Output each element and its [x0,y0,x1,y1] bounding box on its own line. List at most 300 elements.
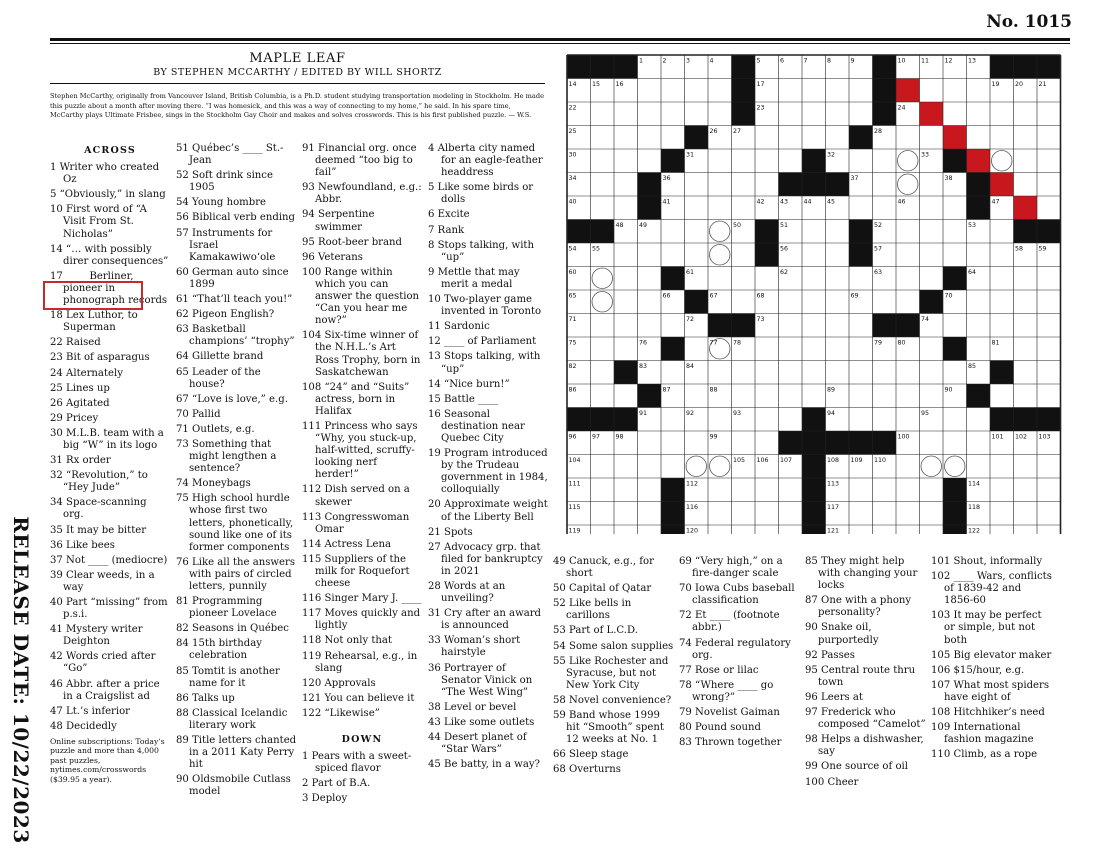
clue[interactable]: 19 Program introduced by the Trudeau government in 1984, colloquially [428,448,548,496]
clue[interactable]: 108 Hitchhiker’s need [931,707,1045,719]
grid-number: 26 [709,128,718,135]
clue[interactable]: 54 Some salon supplies [553,640,674,652]
black-square [732,79,756,103]
clue[interactable]: 35 It may be bitter [50,524,147,536]
puzzle-title: MAPLE LEAF [249,51,346,66]
red-square [943,126,967,150]
clue[interactable]: 52 Soft drink since 1905 [176,170,273,194]
black-square [685,126,709,150]
clue[interactable]: 100 Range within which you can answer the question “Can you hear me now?” [302,266,420,327]
clue[interactable]: 74 Federal regulatory org. [679,637,791,661]
black-square [802,173,826,197]
grid-number: 111 [568,480,581,488]
clue-column-8 [931,556,1053,764]
clue[interactable]: 50 Capital of Qatar [553,583,652,595]
clue[interactable]: 89 Title letters chanted in a 2011 Katy Perry hit [176,735,297,771]
clue[interactable]: 115 Suppliers of the milk for Roquefort cheese [302,553,410,590]
grid-number: 37 [850,175,859,182]
grid-number: 88 [709,386,718,394]
clue[interactable]: 58 Novel convenience? [553,694,672,706]
grid-number: 65 [568,292,577,300]
clue[interactable]: 17 ____ Berliner, pioneer in phonograph records [50,270,168,307]
grid-number: 63 [874,269,883,276]
black-square [967,173,991,197]
grid-number: 86 [568,386,577,394]
black-square [943,267,967,291]
grid-number: 4 [709,57,714,65]
clue[interactable]: 74 Moneybags [176,478,251,490]
black-square [661,267,685,291]
grid-number: 31 [686,151,695,159]
grid-number: 53 [968,222,977,229]
grid-number: 105 [733,457,746,464]
black-square [873,314,897,338]
clue[interactable]: 28 Words at an unveiling? [428,581,506,605]
black-square [591,220,615,244]
black-square [591,55,615,79]
clue[interactable]: 73 Something that might lengthen a sentence? [176,438,277,475]
clue[interactable]: 118 Not only that [302,635,392,647]
clue[interactable]: 97 Frederick who composed “Camelot” [805,707,926,731]
grid-number: 16 [615,81,624,88]
grid-number: 76 [639,339,648,347]
clue[interactable]: 117 Moves quickly and lightly [302,608,421,632]
clue[interactable]: 94 Serpentine swimmer [302,209,375,233]
black-square [943,525,967,534]
clue[interactable]: 88 Classical Icelandic literary work [176,707,288,731]
clue[interactable]: 62 Pigeon English? [176,309,275,321]
clue-list [805,556,927,789]
black-square [826,173,850,197]
clue[interactable]: 2 Part of B.A. [302,778,371,790]
clue[interactable]: 14 “Nice burn!” [428,378,510,390]
clue[interactable]: 37 Not ____ (mediocre) [50,554,168,566]
grid-number: 119 [568,527,581,534]
clue[interactable]: 64 Gillette brand [176,351,264,363]
clue[interactable]: 77 Rose or lilac [679,664,759,676]
grid-number: 93 [733,410,742,417]
clue[interactable]: 120 Approvals [302,677,376,689]
black-square [755,220,779,244]
clue[interactable]: 12 ____ of Parliament [428,336,537,348]
black-square [967,196,991,220]
clue[interactable]: 31 Cry after an award is announced [428,608,542,632]
black-square [873,55,897,79]
clue[interactable]: 33 Woman’s short hairstyle [428,635,521,659]
clue[interactable]: 91 Financial org. once deemed “too big to fail” [302,143,417,179]
clue[interactable]: 42 Words cried after “Go” [50,651,156,675]
clue[interactable]: 80 Pound sound [679,722,761,734]
clue[interactable]: 5 “Obviously,” in slang [50,189,166,201]
release-date: RELEASE DATE: 10/22/2023 [9,516,33,844]
grid-number: 36 [662,175,671,182]
black-square [802,431,826,455]
clue[interactable]: 16 Seasonal destination near Quebec City [428,408,525,444]
black-square [638,196,662,220]
black-square [873,431,897,455]
clue[interactable]: 59 Band whose 1999 hit “Smooth” spent 12 weeks at No. 1 [553,710,664,746]
clue[interactable]: 36 Portrayer of Senator Vinick on “The West Wing” [428,662,533,698]
clue[interactable]: 24 Alternately [50,367,123,379]
clue[interactable]: 96 Veterans [302,251,363,263]
black-square [802,408,826,432]
grid-number: 57 [874,245,883,253]
clue[interactable]: 100 Cheer [805,776,859,788]
grid-number: 41 [662,198,671,206]
clue[interactable]: 65 Leader of the house? [176,366,261,390]
black-square [849,126,873,150]
black-square [591,408,615,432]
clue[interactable]: 25 Lines up [50,382,110,394]
clue[interactable]: 85 They might help with changing your locks [805,556,918,592]
clue[interactable]: 104 Six-time winner of the N.H.L.’s Art Ross Trophy, born in Saskatchewan [302,330,421,378]
clue-column-5 [553,556,675,780]
clue[interactable]: 30 M.L.B. team with a big “W” in its logo [50,427,164,451]
black-square [638,173,662,197]
grid-number: 59 [1038,245,1047,253]
grid-number: 97 [592,433,601,441]
clue[interactable]: 112 Dish served on a skewer [302,484,410,508]
clue[interactable]: 92 Passes [805,649,855,661]
grid-number: 96 [568,433,577,441]
clue[interactable]: 70 Iowa Cubs baseball classification [679,583,795,607]
grid-number: 42 [756,198,765,206]
clue[interactable]: 82 Seasons in Québec [176,623,289,635]
clue-list [679,556,801,749]
grid-number: 115 [568,504,581,511]
clue[interactable]: 44 Desert planet of “Star Wars” [428,732,527,756]
clue[interactable]: 90 Oldsmobile Cutlass model [176,774,291,798]
grid-number: 12 [944,57,953,65]
black-square [802,502,826,526]
clue[interactable]: 121 You can believe it [302,692,415,704]
clue[interactable]: 41 Mystery writer Deighton [50,624,143,648]
clue[interactable]: 86 Talks up [176,692,235,704]
grid-number: 60 [568,269,577,276]
clue[interactable]: 38 Level or bevel [428,701,517,713]
grid-number: 66 [662,292,671,300]
clue[interactable]: 53 Part of L.C.D. [553,625,638,637]
clue[interactable]: 15 Battle ____ [428,393,499,405]
black-square [802,478,826,502]
clue[interactable]: 93 Newfoundland, e.g.: Abbr. [302,182,422,206]
grid-number: 14 [568,81,577,88]
clue[interactable]: 119 Rehearsal, e.g., in slang [302,650,418,674]
clue[interactable]: 84 15th birthday celebration [176,638,262,662]
clue[interactable]: 8 Stops talking, with “up” [428,239,534,263]
clue[interactable]: 29 Pricey [50,412,99,424]
grid-number: 103 [1038,433,1051,441]
clue[interactable]: 81 Programming pioneer Lovelace [176,596,277,620]
grid-number: 67 [709,292,718,300]
clue[interactable]: 54 Young hombre [176,197,266,209]
clue[interactable]: 68 Overturns [553,764,621,776]
clue[interactable]: 4 Alberta city named for an eagle-feather headdress [428,143,543,179]
clue[interactable]: 60 German auto since 1899 [176,266,289,290]
grid-number: 101 [991,433,1004,441]
clue[interactable]: 36 Like bees [50,539,115,551]
clue[interactable]: 9 Mettle that may merit a medal [428,266,520,290]
grid-number: 90 [944,386,953,394]
clue[interactable]: 18 Lex Luthor, to Superman [50,310,138,334]
clue[interactable]: 20 Approximate weight of the Liberty Bell [428,499,548,523]
black-square [943,478,967,502]
clue[interactable]: 6 Excite [428,209,470,221]
clue-list [302,143,422,720]
black-square [1014,220,1038,244]
clue[interactable]: 96 Leers at [805,691,863,703]
red-square [896,79,920,103]
clue[interactable]: 48 Decidedly [50,720,117,732]
grid-number: 2 [662,57,667,65]
clue[interactable]: 110 Climb, as a rope [931,749,1038,761]
clue[interactable]: 47 Lt.’s inferior [50,705,131,717]
grid-number: 120 [686,527,699,534]
grid-number: 104 [568,457,581,464]
clue[interactable]: 103 It may be perfect or simple, but not both [931,610,1042,646]
grid-number: 24 [897,104,906,112]
clue[interactable]: 69 “Very high,” on a fire-danger scale [679,556,783,580]
black-square [873,102,897,126]
clue[interactable]: 71 Outlets, e.g. [176,423,255,435]
clue[interactable]: 70 Pallid [176,408,221,420]
clue[interactable]: 23 Bit of asparagus [50,352,150,364]
grid-number: 95 [921,410,930,417]
black-square [1014,408,1038,432]
grid-number: 6 [780,57,785,65]
grid-number: 85 [968,363,977,370]
clue[interactable]: 85 Tomtit is another name for it [176,665,280,689]
clue[interactable]: 75 High school hurdle whose first two letters, phonetically, sound like one of its former components [176,493,294,553]
clue[interactable]: 3 Deploy [302,793,348,805]
clue[interactable]: 26 Agitated [50,397,110,409]
clue[interactable]: 43 Like some outlets [428,716,535,728]
top-rule-thin [50,43,1070,44]
clue[interactable]: 1 Writer who created Oz [50,162,160,186]
black-square [661,525,685,534]
grid-number: 94 [827,410,836,417]
black-square [1037,220,1061,244]
clue[interactable]: 72 Et ____ (footnote abbr.) [679,610,780,634]
puzzle-number: No. 1015 [986,12,1072,32]
grid-number: 15 [592,81,601,88]
intro-note: Stephen McCarthy, originally from Vancouver Island, British Columbia, is a Ph.D. student studying transportation modeling in Stockholm. He made this puzzle about a month after moving there. “I was homesick, and this was a way of connecting to my home,” he said. In his spare time, McCarthy plays Ultimate Frisbee, sings in the Stockholm Gay Choir and makes and solves crosswords. This is his first published puzzle. — W.S. [50,92,544,120]
byline: BY STEPHEN MCCARTHY / EDITED BY WILL SHORTZ [153,67,442,78]
grid-number: 9 [850,57,855,65]
clue[interactable]: 87 One with a phony personality? [805,595,912,619]
clue-column-7 [805,556,927,792]
clue[interactable]: 34 Space-scanning org. [50,497,147,521]
clue-column-1 [50,143,170,784]
clue[interactable]: 51 Québec’s ____ St.-Jean [176,143,284,167]
clue[interactable]: 7 Rank [428,224,465,236]
grid-number: 13 [968,57,977,65]
black-square [849,431,873,455]
grid-number: 99 [709,433,718,441]
clue[interactable]: 5 Like some birds or dolls [428,182,534,206]
grid-number: 87 [662,386,671,394]
grid-number: 30 [568,151,577,159]
grid-number: 109 [850,457,863,464]
black-square [990,408,1014,432]
top-rule [50,38,1070,41]
clue[interactable]: 1 Pears with a sweet-spiced flavor [302,751,412,775]
grid-number: 79 [874,339,883,347]
grid-number: 49 [639,222,648,229]
grid-number: 19 [991,81,1000,88]
grid-number: 121 [827,527,840,534]
grid-number: 45 [827,198,836,206]
clue[interactable]: 13 Stops talking, with “up” [428,351,541,375]
grid-number: 122 [968,527,981,534]
black-square [567,408,591,432]
clue[interactable]: 101 Shout, informally [931,556,1043,567]
grid-number: 20 [1015,81,1024,88]
grid-number: 58 [1015,245,1024,253]
black-square [661,149,685,173]
down-header: DOWN [341,734,383,746]
grid-number: 100 [897,433,910,441]
clue[interactable]: 108 “24” and “Suits” actress, born in Halifax [302,381,410,417]
clue[interactable]: 111 Princess who says “Why, you stuck-up, half-witted, scruffy-looking nerf herder!” [302,420,418,481]
grid-number: 64 [968,269,977,276]
grid-number: 113 [827,480,840,488]
clue[interactable]: 76 Like all the answers with pairs of circled letters, punnily [176,556,296,592]
black-square [779,173,803,197]
grid-number: 32 [827,151,836,159]
grid-number: 22 [568,104,577,112]
clue[interactable]: 99 One source of oil [805,761,908,773]
black-square [826,431,850,455]
grid-number: 92 [686,410,695,417]
black-square [567,220,591,244]
grid-number: 54 [568,245,577,253]
black-square [943,337,967,361]
clue[interactable]: 63 Basketball champions’ “trophy” [176,324,295,348]
grid-number: 106 [756,457,769,464]
grid-number: 47 [991,198,1000,206]
clue[interactable]: 109 International fashion magazine [931,722,1034,746]
black-square [685,290,709,314]
grid-number: 55 [592,245,601,253]
clue[interactable]: 56 Biblical verb ending [176,212,296,224]
black-square [849,220,873,244]
black-square [802,149,826,173]
clue[interactable]: 39 Clear weeds, in a way [50,569,155,593]
black-square [920,290,944,314]
black-square [943,502,967,526]
grid-number: 102 [1015,433,1028,441]
grid-number: 73 [756,316,765,323]
red-square [1014,196,1038,220]
grid-number: 83 [639,363,648,370]
clue[interactable]: 66 Sleep stage [553,749,629,761]
clue[interactable]: 10 First word of “A Visit From St. Nicholas” [50,204,147,240]
black-square [802,455,826,479]
grid-number: 17 [756,81,765,88]
clue[interactable]: 11 Sardonic [428,321,490,333]
clue[interactable]: 49 Canuck, e.g., for short [553,556,654,580]
clue[interactable]: 45 Be batty, in a way? [428,759,540,771]
clue[interactable]: 83 Thrown together [679,737,782,749]
clue[interactable]: 14 “… with possibly direr consequences” [50,243,169,267]
clue-list [302,751,422,805]
clue[interactable]: 10 Two-player game invented in Toronto [428,294,542,318]
black-square [661,337,685,361]
clue[interactable]: 67 “Love is love,” e.g. [176,393,288,405]
grid-number: 84 [686,363,695,370]
grid-number: 98 [615,433,624,441]
clue[interactable]: 27 Advocacy grp. that filed for bankruptcy in 2021 [428,541,543,577]
clue[interactable]: 105 Big elevator maker [931,649,1052,661]
grid-number: 75 [568,339,577,347]
clue[interactable]: 57 Instruments for Israel Kamakawiwo‘ole [176,227,276,263]
grid-number: 114 [968,480,981,488]
grid-number: 40 [568,198,577,206]
red-square [920,102,944,126]
clue[interactable]: 22 Raised [50,337,101,349]
black-square [732,314,756,338]
clue[interactable]: 107 What most spiders have eight of [931,679,1050,703]
grid-number: 51 [780,222,789,229]
clue[interactable]: 116 Singer Mary J. ____ [302,593,422,605]
clue-column-6 [679,556,801,752]
grid-number: 48 [615,222,624,229]
clue[interactable]: 52 Like bells in carillons [553,598,632,622]
grid-number: 43 [780,198,789,206]
clue[interactable]: 61 “That’ll teach you!” [176,294,293,306]
black-square [967,384,991,408]
clue[interactable]: 46 Abbr. after a price in a Craigslist ad [50,678,160,702]
byline-rule [50,83,545,84]
clue[interactable]: 78 “Where ____ go wrong?” [679,679,774,703]
grid-number: 118 [968,504,981,511]
clue[interactable]: 21 Spots [428,526,473,538]
clue-column-3 [302,143,422,809]
clue[interactable]: 114 Actress Lena [302,538,392,550]
clue-column-4 [428,143,548,774]
grid-number: 74 [921,316,930,323]
clue[interactable]: 32 “Revolution,” to “Hey Jude” [50,470,148,494]
crossword-grid [566,54,1062,534]
grid-number: 56 [780,245,789,253]
clue[interactable]: 90 Snake oil, purportedly [805,622,879,646]
clue-column-2 [176,143,298,802]
red-square [990,173,1014,197]
grid-number: 1 [639,57,644,65]
grid-number: 89 [827,386,836,394]
clue[interactable]: 31 Rx order [50,455,111,467]
clue[interactable]: 122 “Likewise” [302,707,380,719]
black-square [614,55,638,79]
clue[interactable]: 113 Congresswoman Omar [302,511,410,535]
clue[interactable]: 95 Central route thru town [805,664,916,688]
grid-number: 5 [756,57,761,65]
black-square [567,55,591,79]
clue[interactable]: 98 Helps a dishwasher, say [805,734,924,758]
clue[interactable]: 55 Like Rochester and Syracuse, but not New York City [553,655,669,691]
clue[interactable]: 95 Root-beer brand [302,236,402,248]
black-square [638,384,662,408]
grid-number: 7 [803,57,808,65]
clue[interactable]: 102 ____ Wars, conflicts of 1839-42 and 1856-60 [931,571,1052,607]
black-square [990,361,1014,385]
clue[interactable]: 40 Part “missing” from p.s.i. [50,597,168,621]
clue[interactable]: 106 $15/hour, e.g. [931,664,1025,676]
grid-number: 38 [944,175,953,182]
clue[interactable]: 79 Novelist Gaiman [679,707,780,719]
grid-number: 81 [991,339,1000,347]
